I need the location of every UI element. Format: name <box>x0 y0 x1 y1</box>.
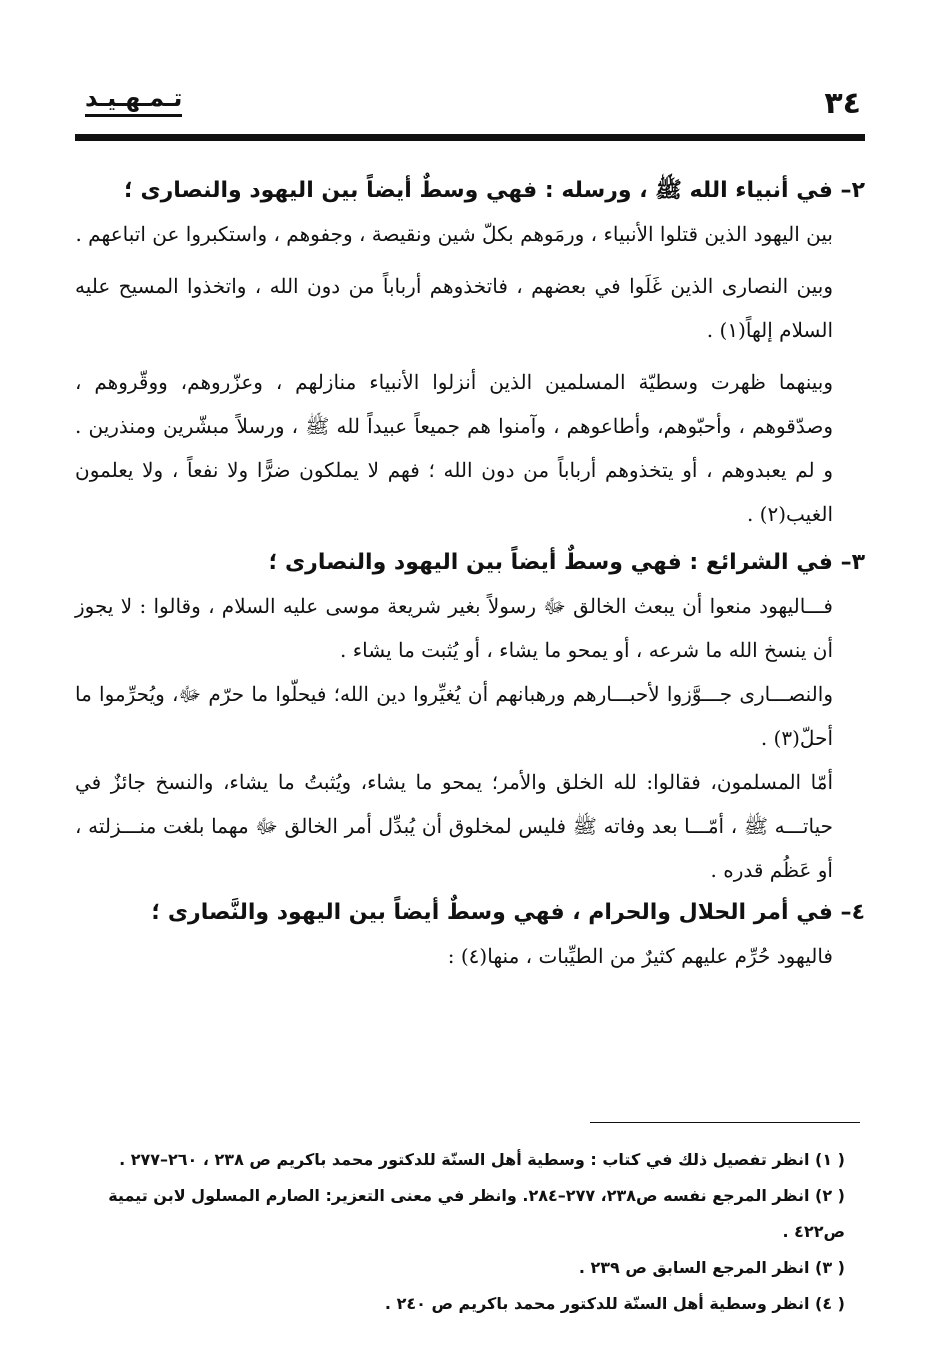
paragraph-1: بين اليهود الذين قتلوا الأنبياء ، ورمَوهم بكلّ شين ونقيصة ، وجفوهم ، واستكبروا عن اتباعهم . <box>75 222 833 246</box>
paragraph-5: والنصـــارى جـــوَّزوا لأحبـــارهم ورهبانهم أن يُغيِّروا دين الله؛ فيحلّوا ما حرّم ﷻ، ويُحرِّموا ما أحلّ(٣) . <box>75 682 833 750</box>
paragraph-4: فـــاليهود منعوا أن يبعث الخالق ﷻ رسولاً بغير شريعة موسى عليه السلام ، وقالوا : لا يجوز أن ينسخ الله ما شرعه ، أو يمحو ما يشاء ، أو يُثبت ما يشاء . <box>75 594 833 662</box>
footnote-1: ( ١) انظر تفصيل ذلك في كتاب : وسطية أهل السنّة للدكتور محمد باكريم ص ٢٣٨ ، ٢٦٠–٢٧٧ . <box>119 1150 845 1169</box>
page-header <box>75 78 865 128</box>
header-rule <box>75 134 865 141</box>
paragraph-6: أمّا المسلمون، فقالوا: لله الخلق والأمر؛ يمحو ما يشاء، ويُثبتُ ما يشاء، والنسخ جائزٌ في حياتـــه ﷺ ، أمّـــا بعد وفاته ﷺ فليس لمخلوق أن يُبدِّل أمر الخالق ﷻ مهما بلغت منـــزلته ، أو عَظُم قدره . <box>75 770 833 882</box>
section-heading-3: ٣– في الشرائع : فهي وسطٌ أيضاً بين اليهود والنصارى ؛ <box>268 550 865 575</box>
page-number: ٣٤ <box>824 86 861 121</box>
footnote-3: ( ٣) انظر المرجع السابق ص ٢٣٩ . <box>578 1258 845 1277</box>
paragraph-7: فاليهود حُرِّم عليهم كثيرٌ من الطيِّبات ، منها(٤) : <box>447 944 833 968</box>
footnote-2: ( ٢) انظر المرجع نفسه ص٢٣٨، ٢٧٧–٢٨٤. وانظر في معنى التعزير: الصارم المسلول لابن تيمية ص٤٢٢ . <box>108 1186 845 1241</box>
section-heading-2: ٢– في أنبياء الله ﷺ ، ورسله : فهي وسطٌ أيضاً بين اليهود والنصارى ؛ <box>124 178 865 203</box>
paragraph-3: وبينهما ظهرت وسطيّة المسلمين الذين أنزلوا الأنبياء منازلهم ، وعزّروهم، ووقّروهم ، وصدّقوهم ، وأحبّوهم، وأطاعوهم ، وآمنوا هم جميعاً عبيداً لله ﷺ ، ورسلاً مبشّرين ومنذرين . و لم يعبدوهم ، أو يتخذوهم أرباباً من دون الله ؛ فهم لا يملكون ضرًّا ولا نفعاً ، ولا يعلمون الغيب(٢) . <box>75 370 833 526</box>
paragraph-2: وبين النصارى الذين غَلَوا في بعضهم ، فاتخذوهم أرباباً من دون الله ، واتخذوا المسيح عليه السلام إلهاً(١) . <box>75 274 833 342</box>
section-heading-4: ٤– في أمر الحلال والحرام ، فهي وسطٌ أيضاً بين اليهود والنَّصارى ؛ <box>151 900 865 925</box>
running-title: تـمـهـيـد <box>85 84 182 117</box>
footnotes <box>75 1142 845 1322</box>
main-text <box>75 170 865 978</box>
footnote-separator <box>590 1122 860 1123</box>
footnote-4: ( ٤) انظر وسطية أهل السنّة للدكتور محمد باكريم ص ٢٤٠ . <box>384 1294 845 1313</box>
